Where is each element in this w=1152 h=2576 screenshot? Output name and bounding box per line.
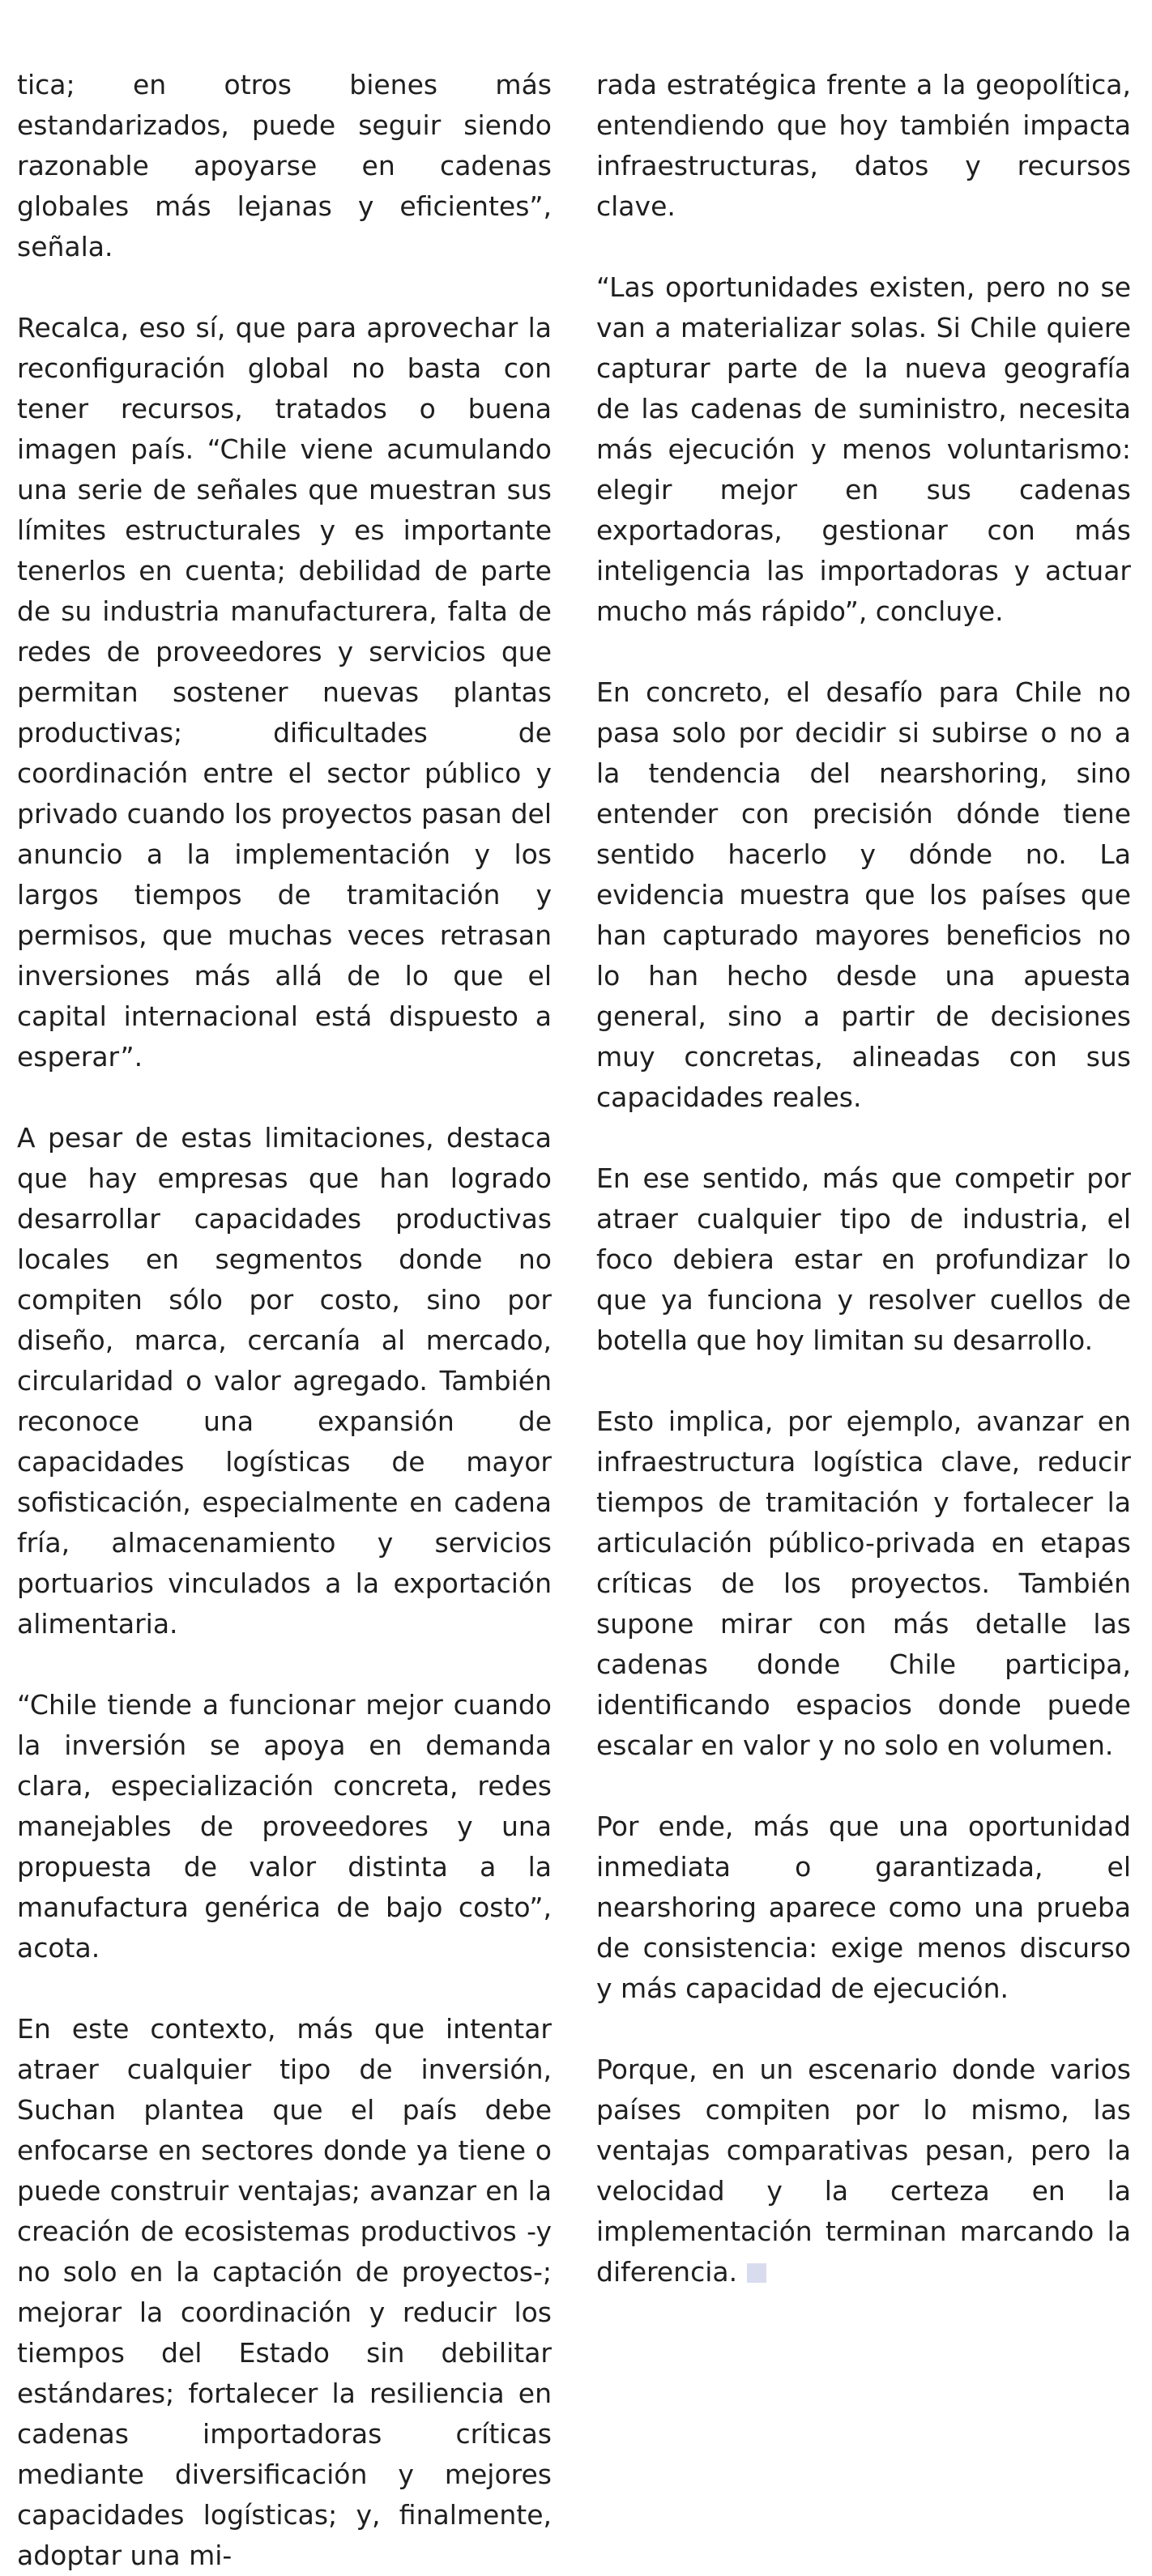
article-column-left <box>17 65 552 2576</box>
paragraph: Por ende, más que una oportunidad inmediata o garantizada, el nearshoring aparece como una prueba de consistencia: exige menos discurso y más capacidad de ejecución. <box>596 1810 1131 2004</box>
article-column-right <box>596 65 1131 2292</box>
end-of-article-mark-icon <box>747 2263 766 2283</box>
paragraph: En concreto, el desafío para Chile no pasa solo por decidir si subirse o no a la tendencia del nearshoring, sino entender con precisión dónde tiene sentido hacerlo y dónde no. La evidencia muestra que los países que han capturado mayores beneficios no lo han hecho desde una apuesta general, sino a partir de decisiones muy concretas, alineadas con sus capacidades reales. <box>596 676 1131 1113</box>
paragraph: Recalca, eso sí, que para aprovechar la reconfiguración global no basta con tener recursos, tratados o buena imagen país. “Chile viene acumulando una serie de señales que muestran sus límites estructurales y es importante tenerlos en cuenta; debilidad de parte de su industria manufacturera, falta de redes de proveedores y servicios que permitan sostener nuevas plantas productivas; dificultades de coordinación entre el sector público y privado cuando los proyectos pasan del anuncio a la implementación y los largos tiempos de tramitación y permisos, que muchas veces retrasan inversiones más allá de lo que el capital internacional está dispuesto a esperar”. <box>17 312 552 1073</box>
paragraph: “Chile tiende a funcionar mejor cuando la inversión se apoya en demanda clara, especialización concreta, redes manejables de proveedores y una propuesta de valor distinta a la manufactura genérica de bajo costo”, acota. <box>17 1689 552 1964</box>
paragraph: rada estratégica frente a la geopolítica, entendiendo que hoy también impacta infraestructuras, datos y recursos clave. <box>596 69 1131 222</box>
paragraph: En ese sentido, más que competir por atraer cualquier tipo de industria, el foco debiera estar en profundizar lo que ya funciona y resolver cuellos de botella que hoy limitan su desarrollo. <box>596 1162 1131 1356</box>
paragraph: Esto implica, por ejemplo, avanzar en infraestructura logística clave, reducir tiempos de tramitación y fortalecer la articulación público-privada en etapas críticas de los proyectos. También supone mirar con más detalle las cadenas donde Chile participa, identificando espacios donde puede escalar en valor y no solo en volumen. <box>596 1405 1131 1761</box>
paragraph: A pesar de estas limitaciones, destaca que hay empresas que han logrado desarrollar capacidades productivas locales en segmentos donde no compiten sólo por costo, sino por diseño, marca, cercanía al mercado, circularidad o valor agregado. También reconoce una expansión de capacidades logísticas de mayor sofisticación, especialmente en cadena fría, almacenamiento y servicios portuarios vinculados a la exportación alimentaria. <box>17 1122 552 1640</box>
paragraph: tica; en otros bienes más estandarizados, puede seguir siendo razonable apoyarse en cadenas globales más lejanas y eficientes”, señala. <box>17 69 552 262</box>
paragraph: “Las oportunidades existen, pero no se van a materializar solas. Si Chile quiere capturar parte de la nueva geografía de las cadenas de suministro, necesita más ejecución y menos voluntarismo: elegir mejor en sus cadenas exportadoras, gestionar con más inteligencia las importadoras y actuar mucho más rápido”, concluye. <box>596 271 1131 627</box>
final-paragraph-text: Porque, en un escenario donde varios países compiten por lo mismo, las ventajas comparativas pesan, pero la velocidad y la certeza en la implementación terminan marcando la diferencia. <box>596 2054 1131 2288</box>
paragraph: En este contexto, más que intentar atraer cualquier tipo de inversión, Suchan plantea que el país debe enfocarse en sectores donde ya tiene o puede construir ventajas; avanzar en la creación de ecosistemas productivos -y no solo en la captación de proyectos-; mejorar la coordinación y reducir los tiempos del Estado sin debilitar estándares; fortalecer la resiliencia en cadenas importadoras críticas mediante diversificación y mejores capacidades logísticas; y, finalmente, adoptar una mi- <box>17 2013 552 2571</box>
final-paragraph <box>596 2049 1131 2292</box>
